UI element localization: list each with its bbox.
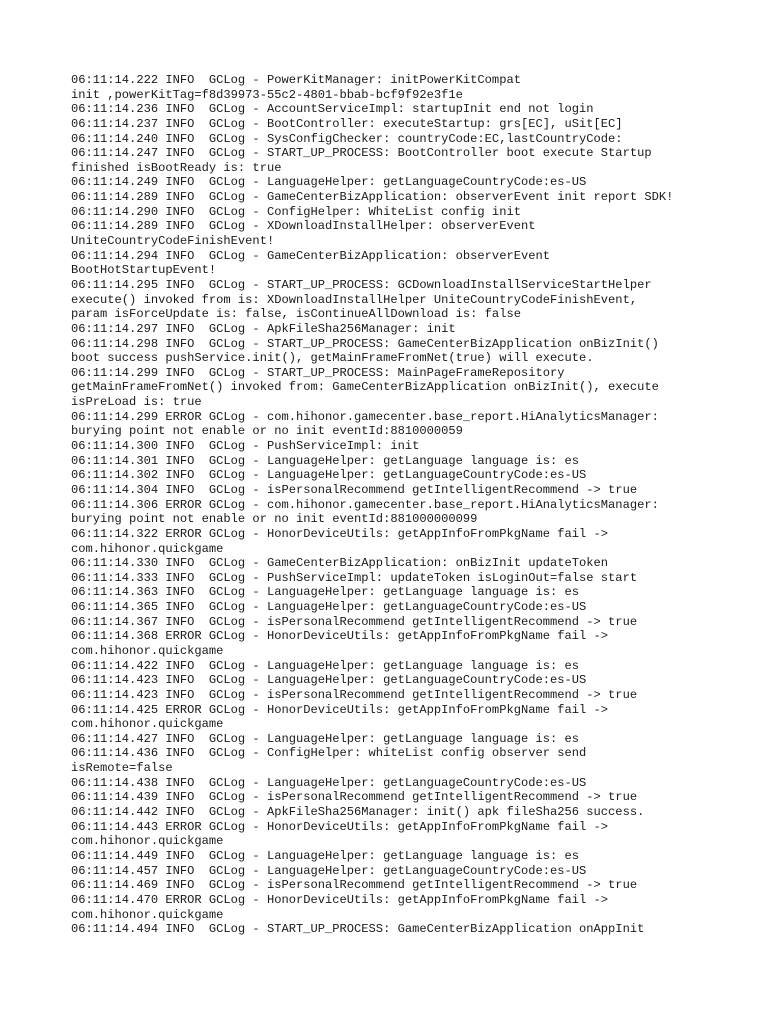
log-line: 06:11:14.222 INFO GCLog - PowerKitManager: initPowerKitCompat [71, 73, 521, 87]
log-line: com.hihonor.quickgame [71, 541, 224, 556]
log-line: 06:11:14.330 INFO GCLog - GameCenterBizApplication: onBizInit updateToken [71, 556, 609, 571]
log-line: 06:11:14.423 INFO GCLog - LanguageHelper: getLanguageCountryCode:es-US [71, 673, 587, 688]
log-line: 06:11:14.363 INFO GCLog - LanguageHelper: getLanguage language is: es [71, 585, 580, 600]
log-line: 06:11:14.295 INFO GCLog - START_UP_PROCESS: GCDownloadInstallServiceStartHelper [71, 277, 652, 292]
log-line: getMainFrameFromNet() invoked from: GameCenterBizApplication onBizInit(), execute [71, 380, 659, 395]
log-line: 06:11:14.333 INFO GCLog - PushServiceImpl: updateToken isLoginOut=false start [71, 570, 638, 585]
log-line: com.hihonor.quickgame [71, 907, 224, 922]
log-line: 06:11:14.365 INFO GCLog - LanguageHelper: getLanguageCountryCode:es-US [71, 600, 587, 615]
log-line: 06:11:14.299 INFO GCLog - START_UP_PROCESS: MainPageFrameRepository [71, 365, 565, 380]
log-line: com.hihonor.quickgame [71, 834, 224, 849]
log-line: 06:11:14.427 INFO GCLog - LanguageHelper: getLanguage language is: es [71, 731, 580, 746]
log-line: 06:11:14.298 INFO GCLog - START_UP_PROCESS: GameCenterBizApplication onBizInit() [71, 336, 659, 351]
log-line: 06:11:14.290 INFO GCLog - ConfigHelper: WhiteList config init [71, 204, 521, 219]
log-line: 06:11:14.322 ERROR GCLog - HonorDeviceUtils: getAppInfoFromPkgName fail -> [71, 526, 609, 541]
log-line: 06:11:14.299 ERROR GCLog - com.hihonor.gamecenter.base_report.HiAnalyticsManager: [71, 409, 659, 424]
log-line: burying point not enable or no init eventId:8810000059 [71, 424, 463, 439]
log-line: 06:11:14.247 INFO GCLog - START_UP_PROCESS: BootController boot execute Startup [71, 146, 652, 161]
log-line: 06:11:14.236 INFO GCLog - AccountServiceImpl: startupInit end not login [71, 102, 594, 117]
log-line: 06:11:14.368 ERROR GCLog - HonorDeviceUtils: getAppInfoFromPkgName fail -> [71, 629, 609, 644]
log-line: 06:11:14.423 INFO GCLog - isPersonalRecommend getIntelligentRecommend -> true [71, 687, 638, 702]
log-line: 06:11:14.443 ERROR GCLog - HonorDeviceUtils: getAppInfoFromPkgName fail -> [71, 819, 609, 834]
log-document [71, 73, 751, 937]
log-line: 06:11:14.442 INFO GCLog - ApkFileSha256Manager: init() apk fileSha256 success. [71, 805, 645, 820]
log-line: 06:11:14.297 INFO GCLog - ApkFileSha256Manager: init [71, 321, 456, 336]
log-line: 06:11:14.294 INFO GCLog - GameCenterBizApplication: observerEvent [71, 248, 550, 263]
log-line: 06:11:14.439 INFO GCLog - isPersonalRecommend getIntelligentRecommend -> true [71, 790, 638, 805]
log-line: com.hihonor.quickgame [71, 643, 224, 658]
log-line: 06:11:14.304 INFO GCLog - isPersonalRecommend getIntelligentRecommend -> true [71, 482, 638, 497]
log-line: 06:11:14.425 ERROR GCLog - HonorDeviceUtils: getAppInfoFromPkgName fail -> [71, 702, 609, 717]
log-line: finished isBootReady is: true [71, 160, 282, 175]
log-line: init ,powerKitTag=f8d39973-55c2-4801-bbab-bcf9f92e3f1e [71, 87, 463, 102]
log-line: burying point not enable or no init eventId:881000000099 [71, 512, 478, 527]
log-line: 06:11:14.470 ERROR GCLog - HonorDeviceUtils: getAppInfoFromPkgName fail -> [71, 892, 609, 907]
log-line: 06:11:14.436 INFO GCLog - ConfigHelper: whiteList config observer send [71, 746, 587, 761]
log-line: com.hihonor.quickgame [71, 717, 224, 732]
log-line: 06:11:14.457 INFO GCLog - LanguageHelper: getLanguageCountryCode:es-US [71, 863, 587, 878]
log-line: 06:11:14.249 INFO GCLog - LanguageHelper: getLanguageCountryCode:es-US [71, 175, 587, 190]
log-line: 06:11:14.289 INFO GCLog - GameCenterBizApplication: observerEvent init report SDK! [71, 190, 674, 205]
log-line: UniteCountryCodeFinishEvent! [71, 234, 275, 249]
log-line: 06:11:14.494 INFO GCLog - START_UP_PROCESS: GameCenterBizApplication onAppInit [71, 922, 645, 937]
log-line: BootHotStartupEvent! [71, 263, 217, 278]
log-line: 06:11:14.422 INFO GCLog - LanguageHelper: getLanguage language is: es [71, 658, 580, 673]
log-line: isRemote=false [71, 761, 173, 776]
log-line: isPreLoad is: true [71, 395, 202, 410]
log-line: 06:11:14.300 INFO GCLog - PushServiceImpl: init [71, 439, 420, 454]
log-line: 06:11:14.301 INFO GCLog - LanguageHelper: getLanguage language is: es [71, 453, 580, 468]
log-line: param isForceUpdate is: false, isContinueAllDownload is: false [71, 307, 521, 322]
log-line: 06:11:14.367 INFO GCLog - isPersonalRecommend getIntelligentRecommend -> true [71, 614, 638, 629]
log-line: boot success pushService.init(), getMainFrameFromNet(true) will execute. [71, 351, 594, 366]
log-line: 06:11:14.289 INFO GCLog - XDownloadInstallHelper: observerEvent [71, 219, 536, 234]
log-line: 06:11:14.306 ERROR GCLog - com.hihonor.gamecenter.base_report.HiAnalyticsManager: [71, 497, 659, 512]
log-line: 06:11:14.237 INFO GCLog - BootController: executeStartup: grs[EC], uSit[EC] [71, 116, 623, 131]
log-line: execute() invoked from is: XDownloadInstallHelper UniteCountryCodeFinishEvent, [71, 292, 638, 307]
log-line: 06:11:14.469 INFO GCLog - isPersonalRecommend getIntelligentRecommend -> true [71, 878, 638, 893]
log-line: 06:11:14.438 INFO GCLog - LanguageHelper: getLanguageCountryCode:es-US [71, 775, 587, 790]
log-line: 06:11:14.240 INFO GCLog - SysConfigChecker: countryCode:EC,lastCountryCode: [71, 131, 623, 146]
log-line: 06:11:14.449 INFO GCLog - LanguageHelper: getLanguage language is: es [71, 848, 580, 863]
log-line: 06:11:14.302 INFO GCLog - LanguageHelper: getLanguageCountryCode:es-US [71, 468, 587, 483]
